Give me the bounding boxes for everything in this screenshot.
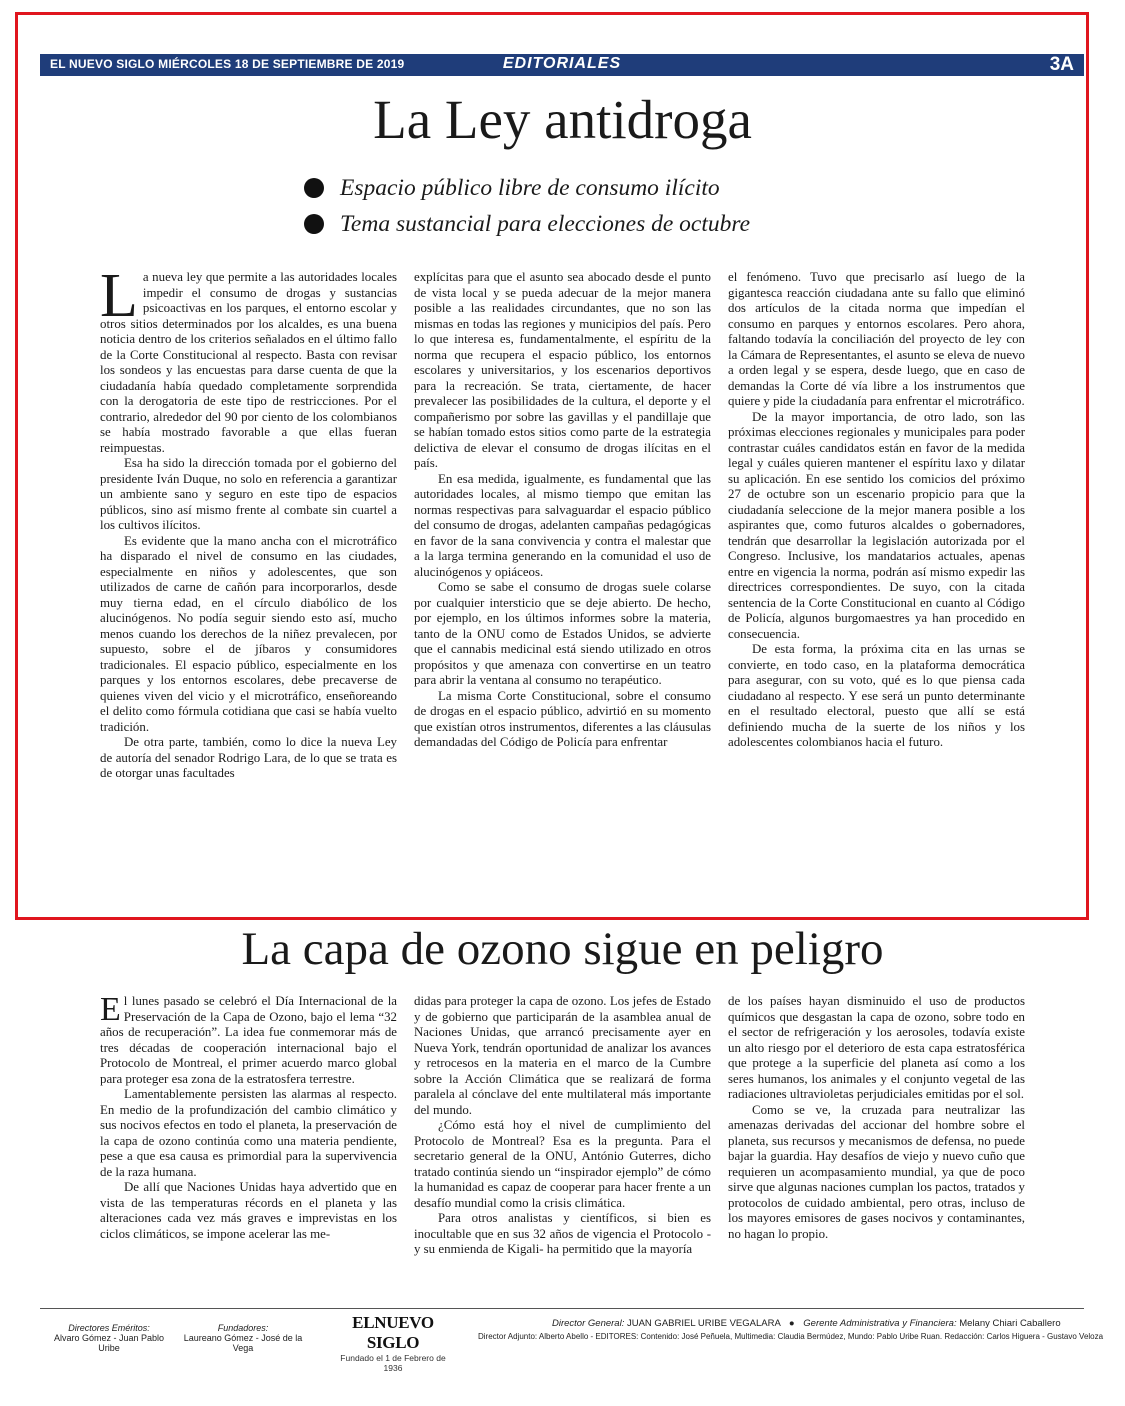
paragraph: Para otros analistas y científicos, si bien es inocultable que en sus 32 años de vigencia el Protocolo -y su enmienda de Kigali- ha permitido que la mayoría (414, 1211, 711, 1256)
paragraph: didas para proteger la capa de ozono. Los jefes de Estado y de gobierno que participarán de la asamblea anual de Naciones Unidas, que arrancó precisamente ayer en Nueva York, tendrán oportunidad de analizar los avances y retrocesos en la materia en el marco de la Cumbre sobre la Acción Climática que se realizará de forma paralela al cónclave del ente multilateral más importante del mundo. (414, 994, 711, 1117)
paper-name: EL NUEVO SIGLO (50, 57, 155, 71)
paragraph: el fenómeno. Tuvo que precisarlo así luego de la gigantesca reacción ciudadana ante su fallo que eliminó dos artículos de la citada norma que impedían el consumo en parques y entornos escolares. Pero ahora, faltando todavía la conciliación del proyecto de ley con la Cámara de Representantes, el asunto se eleva de nuevo a orden legal y se espera, desde luego, que en caso de demandas la Corte dé vía libre a los instrumentos que quiere y pide la ciudadanía para enfrentar el microtráfico. (728, 270, 1025, 408)
issue-date: MIÉRCOLES 18 DE SEPTIEMBRE DE 2019 (158, 57, 405, 71)
editorial1-column-3 (728, 270, 1025, 751)
fundadores-names: Laureano Gómez - José de la Vega (183, 1333, 303, 1353)
gerente-label: Gerente Administrativa y Financiera: (803, 1318, 957, 1329)
emeritos-names: Alvaro Gómez - Juan Pablo Uribe (53, 1333, 165, 1353)
paragraph-text: a nueva ley que permite a las autoridades locales impedir el consumo de drogas y sustancias psicoactivas en los parques, el entorno escolar y otros sitios determinados por los alcaldes, es una buena noticia dentro de los criterios señalados en el último fallo de la Corte Constitucional al respecto. Basta con revisar los sondeos y las encuestas para darse cuenta de que la ciudadanía había quedado completamente sorprendida con la derogatoria de este tipo de restricciones. Por el contrario, alrededor del 90 por ciento de los colombianos se había mostrado favorable a que ellas fueran reimpuestas. (100, 270, 397, 455)
gerente-name: Melany Chiari Caballero (959, 1318, 1061, 1329)
paragraph: Lamentablemente persisten las alarmas al respecto. En medio de la profundización del cambio climático y sus nocivos efectos en todo el planeta, la preservación de la capa de ozono continúa como una materia pendiente, pese a que esa causa es primordial para la supervivencia de la raza humana. (100, 1087, 397, 1179)
footer-emeritos (44, 1323, 174, 1353)
editorial2-column-2 (414, 994, 711, 1258)
bullet-item (304, 206, 750, 242)
drop-cap: L (100, 262, 138, 330)
editorial1-title: La Ley antidroga (373, 89, 752, 150)
founded-date: Fundado el 1 de Febrero de 1936 (340, 1353, 446, 1373)
bullet-item (304, 170, 750, 206)
paragraph: De otra parte, también, como lo dice la nueva Ley de autoría del senador Rodrigo Lara, de lo que se trata es de otorgar unas facultades (100, 735, 397, 780)
paragraph-text: l lunes pasado se celebró el Día Internacional de la Preservación de la Capa de Ozono, bajo el lema “32 años de recuperación”. La idea fue conmemorar más de tres décadas de cooperación internacional bajo el Protocolo de Montreal, el primer acuerdo marco global para proteger esa zona de la estratosfera terrestre. (100, 994, 397, 1086)
fundadores-label: Fundadores: (217, 1323, 269, 1333)
paragraph: De allí que Naciones Unidas haya advertido que en vista de las temperaturas récords en el planeta y las alteraciones cada vez más graves e imprevistas en los ciclos climáticos, se impone acelerar las me- (100, 1180, 397, 1241)
separator-dot-icon: ● (788, 1318, 795, 1329)
drop-cap: E (100, 991, 121, 1028)
staff-line: Director Adjunto: Alberto Abello - EDITORES: Contenido: José Peñuela, Multimedia: Claudia Bermúdez, Mundo: Pablo Uribe Ruan. Redacción: Carlos Higuera - Gustavo Veloza (478, 1332, 1104, 1341)
paragraph: De esta forma, la próxima cita en las urnas se convierte, en todo caso, en la plataforma democrática para asegurar, con su voto, qué es lo que piensa cada ciudadano al respecto. Y ese será un punto determinante en el resultado electoral, puesto que allí se está definiendo mucha de la suerte de los niños y los adolescentes colombianos hacia el futuro. (728, 642, 1025, 749)
page-number: 3A (1049, 54, 1074, 75)
director-name: JUAN GABRIEL URIBE VEGALARA (626, 1318, 781, 1329)
masthead-bar (40, 54, 1084, 76)
emeritos-label: Directores Eméritos: (68, 1323, 150, 1333)
editorial1-column-1 (100, 262, 397, 782)
bullet-text: Espacio público libre de consumo ilícito (340, 174, 720, 201)
footer-brand (330, 1313, 456, 1373)
footer-fundadores (180, 1323, 306, 1353)
paragraph: Esa ha sido la dirección tomada por el gobierno del presidente Iván Duque, no solo en referencia a garantizar un ambiente sano y seguro en este tipo de espacios públicos, sino así mismo frente al combate sin cuartel a los cultivos ilícitos. (100, 456, 397, 532)
editorial1-bullets (304, 170, 750, 242)
paragraph: De la mayor importancia, de otro lado, son las próximas elecciones regionales y municipales para poder contrastar cuáles candidatos están en favor de la medida legal y cuáles quieren mantener el espíritu laxo y dilatar su aplicación. En ese sentido los comicios del próximo 27 de octubre son un escenario propicio para que la ciudadanía seleccione de la mejor manera posible a los aspirantes que, como futuros alcaldes o gobernadores, tendrán que desarrollar la legislación autorizada por el Congreso. Inclusive, los mandatarios actuales, apenas entre en vigencia la norma, podrán así mismo expedir las directrices correspondientes. De suyo, con la citada sentencia de la Corte Constitucional en cuanto al Código de Policía, algunos burgomaestres ya han procedido en consecuencia. (728, 409, 1025, 641)
paragraph: Como se ve, la cruzada para neutralizar las amenazas derivadas del accionar del hombre sobre el planeta, sus recursos y mecanismos de defensa, no puede bajar la guardia. Hay desafíos de viejo y nuevo cuño que requieren un acompasamiento mundial, ya que de poco sirve que algunas naciones cumplan los pactos, tratados y protocolos de cuidado ambiental, pero otras, incluso de los mayores emisores de gases nocivos y contaminantes, no hagan lo propio. (728, 1102, 1025, 1241)
editorial1-column-2 (414, 270, 711, 751)
section-name: EDITORIALES (502, 55, 622, 72)
director-label: Director General: (552, 1318, 625, 1329)
paragraph: explícitas para que el asunto sea abocado desde el punto de vista local y se pueda adecuar de la mejor manera posible a las realidades circundantes, que no son las mismas en todas las regiones y municipios del país. Pero lo que interesa es, fundamentalmente, el espíritu de la norma que recupera el espacio público, los entornos escolares y universitarios, y los escenarios deportivos para la recreación. Se trata, ciertamente, de hacer prevalecer las posibilidades de la cultura, el deporte y el compañerismo por sobre las gavillas y el pandillaje que se habían tomado estos sitios como parte de la estrategia delictiva de elevar el consumo de drogas ilícitas en el país. (414, 270, 711, 470)
paragraph: La misma Corte Constitucional, sobre el consumo de drogas en el espacio público, advirtió en su momento que existían otros instrumentos, diferentes a las cláusulas demandadas del Código de Policía para enfrentar (414, 688, 711, 749)
paragraph: de los países hayan disminuido el uso de productos químicos que desgastan la capa de ozono, sobre todo en el sector de refrigeración y los aerosoles, todavía existe un alto riesgo por el deterioro de esta capa estratosférica que protege a la superficie del planeta así como a los seres humanos, los animales y el conjunto vegetal de las radiaciones ultravioletas perjudiciales emitidas por el sol. (728, 994, 1025, 1101)
paragraph: En esa medida, igualmente, es fundamental que las autoridades locales, al mismo tiempo que emitan las normas respectivas para salvaguardar el espacio público del consumo de drogas, adelanten campañas pedagógicas en favor de la sana convivencia y contra el malestar que a la larga termina generando en la comunidad el uso de alucinógenos y opiáceos. (414, 471, 711, 579)
paragraph: Como se sabe el consumo de drogas suele colarse por cualquier intersticio que se deje abierto. De hecho, por ejemplo, en los últimos informes sobre la materia, tanto de la ONU como de Estados Unidos, se advierte que el cannabis medicinal está siendo utilizado en otros propósitos y que amenaza con convertirse en un teatro para abrir la ventana al consumo no terapéutico. (414, 580, 711, 687)
bullet-dot-icon (304, 214, 324, 234)
bullet-dot-icon (304, 178, 324, 198)
editorial2-column-3 (728, 994, 1025, 1242)
bullet-text: Tema sustancial para elecciones de octubre (340, 210, 751, 237)
paragraph: Es evidente que la mano ancha con el microtráfico ha disparado el nivel de consumo en las ciudades, especialmente en niños y adolescentes, que son utilizados de carne de cañón para incorporarlos, desde muy tierna edad, en el círculo diabólico de los alucinógenos. No podía seguir siendo esto así, mucho menos cuando los derechos de la niñez prevalecen, por supuesto, sobre el de jíbaros y consumidores tradicionales. El espacio público, especialmente en los parques y los entornos escolares, debe precaverse de quienes viven del vicio y el microtráfico, enseñoreando el delito como fórmula cotidiana que casi se había vuelto tradición. (100, 533, 397, 734)
editorial2-title: La capa de ozono sigue en peligro (241, 923, 884, 975)
paragraph (100, 991, 397, 1087)
paragraph (100, 262, 397, 456)
paragraph: ¿Cómo está hoy el nivel de cumplimiento del Protocolo de Montreal? Esa es la pregunta. Para el secretario general de la ONU, António Guterres, dicho tratado continúa siendo un “inspirador ejemplo” de cómo la humanidad es capaz de cooperar para hacer frente a un desafío mundial como la crisis climática. (414, 1118, 711, 1210)
brand-logo: ELNUEVO SIGLO (352, 1313, 434, 1352)
footer-divider (40, 1308, 1084, 1309)
editorial2-column-1 (100, 991, 397, 1242)
footer-directory (478, 1318, 1104, 1341)
